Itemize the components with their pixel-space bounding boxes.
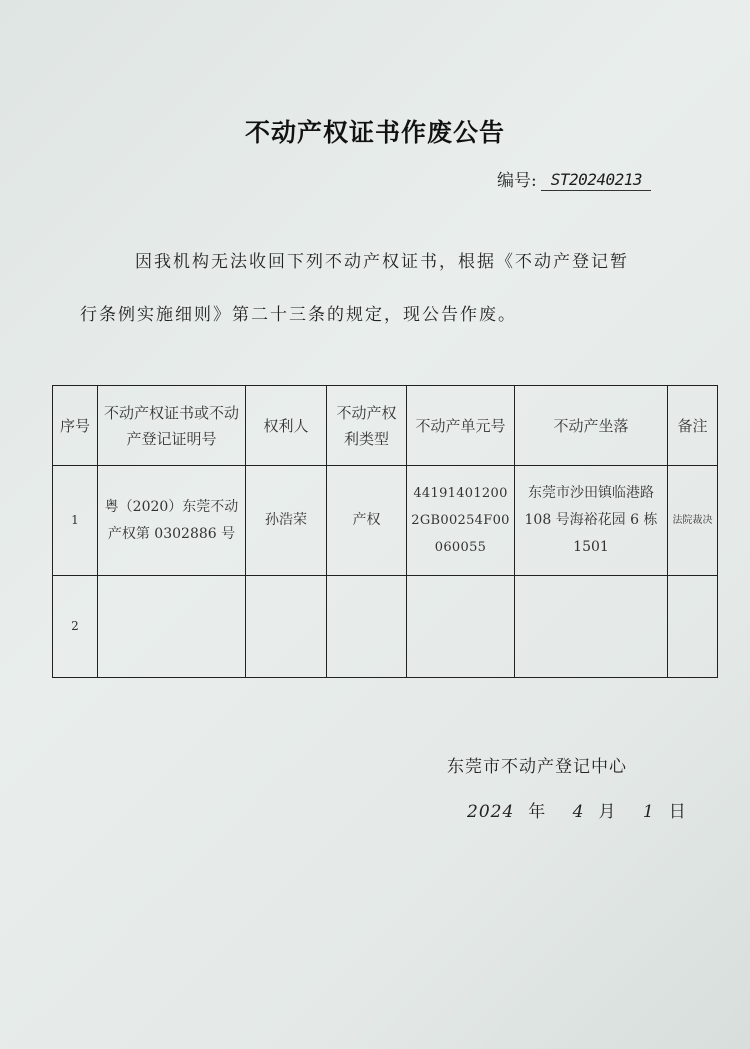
doc-number-label: 编号: <box>497 171 537 191</box>
doc-number-value: ST20240213 <box>541 170 651 191</box>
row-2-seq: 2 <box>53 576 98 678</box>
header-note: 备注 <box>668 386 718 466</box>
row-2-location <box>515 576 668 678</box>
date-year-unit: 年 <box>528 802 547 822</box>
issue-date <box>467 797 701 822</box>
row-2-type <box>327 576 407 678</box>
date-day: 1 <box>642 802 655 822</box>
date-day-unit: 日 <box>668 802 687 822</box>
date-month-unit: 月 <box>598 802 617 822</box>
header-location: 不动产坐落 <box>515 386 668 466</box>
page-title: 不动产权证书作废公告 <box>244 118 505 147</box>
issuing-organization: 东莞市不动产登记中心 <box>447 757 627 777</box>
row-1-type: 产权 <box>327 466 407 576</box>
header-unit: 不动产单元号 <box>407 386 515 466</box>
header-holder: 权利人 <box>246 386 327 466</box>
date-month: 4 <box>572 802 585 822</box>
row-1-unit: 441914012002GB00254F00060055 <box>407 466 515 576</box>
notice-paragraph-1: 因我机构无法收回下列不动产权证书，根据《不动产登记暂 <box>135 252 629 272</box>
header-type: 不动产权利类型 <box>327 386 407 466</box>
certificate-table <box>52 385 718 678</box>
table-row <box>53 576 718 678</box>
row-1-location: 东莞市沙田镇临港路108 号海裕花园 6 栋 1501 <box>515 466 668 576</box>
row-1-cert: 粤（2020）东莞不动产权第 0302886 号 <box>98 466 246 576</box>
doc-number <box>497 166 651 191</box>
header-cert: 不动产权证书或不动产登记证明号 <box>98 386 246 466</box>
header-seq: 序号 <box>53 386 98 466</box>
notice-paragraph-2: 行条例实施细则》第二十三条的规定，现公告作废。 <box>80 305 517 325</box>
row-2-note <box>668 576 718 678</box>
row-1-seq: 1 <box>53 466 98 576</box>
row-1-note: 法院裁决 <box>668 466 718 576</box>
table-row <box>53 466 718 576</box>
row-2-unit <box>407 576 515 678</box>
row-2-cert <box>98 576 246 678</box>
date-year: 2024 <box>467 802 515 822</box>
table-header-row <box>53 386 718 466</box>
row-1-holder: 孙浩荣 <box>246 466 327 576</box>
row-2-holder <box>246 576 327 678</box>
